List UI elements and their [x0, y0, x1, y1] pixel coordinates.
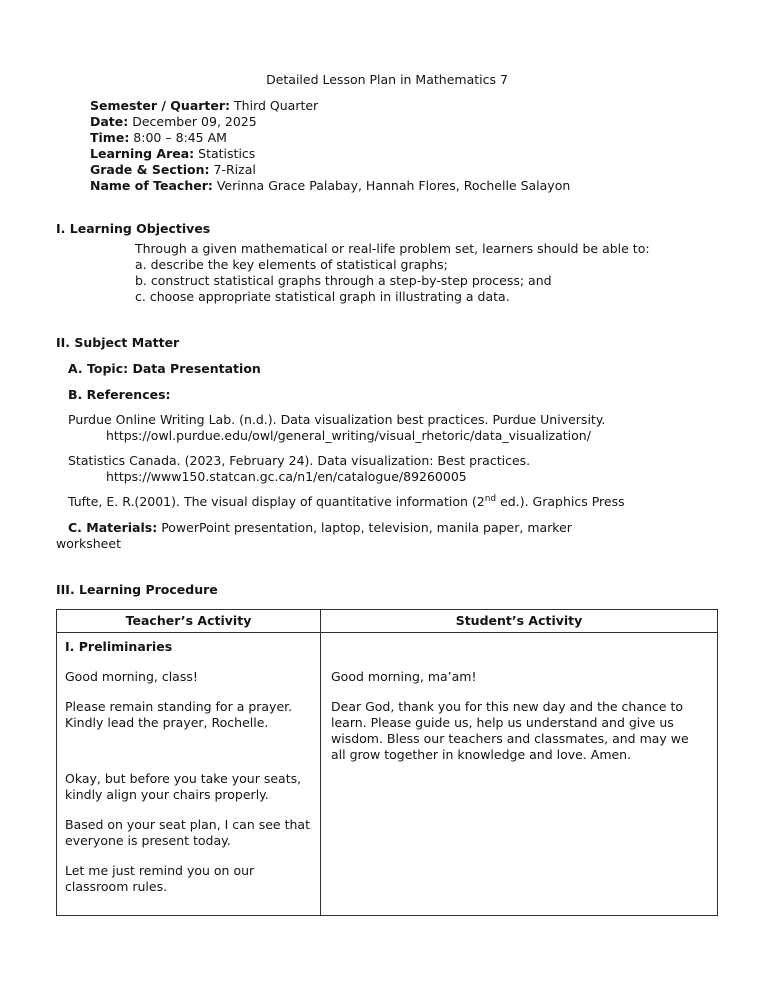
teacher-activity-column	[57, 633, 321, 915]
reference-url: https://www150.statcan.gc.ca/n1/en/catalogue/89260005	[106, 469, 467, 484]
meta-row-semester	[90, 98, 718, 114]
ordinal-superscript: nd	[484, 493, 497, 504]
teacher-paragraph-classroom-rules: Let me just remind you on our classroom rules.	[65, 863, 255, 894]
teacher-paragraph-attendance: Based on your seat plan, I can see that everyone is present today.	[65, 817, 310, 848]
objective-item-a: a. describe the key elements of statistical graphs;	[135, 257, 448, 272]
reference-text: Statistics Canada. (2023, February 24). Data visualization: Best practices.	[68, 453, 531, 468]
objectives-intro: Through a given mathematical or real-life problem set, learners should be able to:	[135, 241, 650, 256]
student-activity-column	[321, 633, 717, 915]
reference-entry-statcan	[68, 453, 718, 485]
procedure-table-header	[57, 610, 717, 633]
materials-label: C. Materials:	[68, 520, 158, 535]
teacher-paragraph-align-chairs: Okay, but before you take your seats, kindly align your chairs properly.	[65, 771, 302, 802]
reference-text: Purdue Online Writing Lab. (n.d.). Data visualization best practices. Purdue University.	[68, 412, 606, 427]
objectives-paragraph	[135, 241, 691, 305]
meta-value: 8:00 – 8:45 AM	[129, 130, 227, 145]
topic-line: A. Topic: Data Presentation	[68, 361, 261, 376]
procedure-table-body	[57, 633, 717, 915]
reference-url: https://owl.purdue.edu/owl/general_writing/visual_rhetoric/data_visualization/	[106, 428, 591, 443]
table-header-student-activity: Student’s Activity	[455, 613, 583, 628]
student-paragraph-greeting: Good morning, ma’am!	[331, 669, 477, 684]
table-header-teacher-activity: Teacher’s Activity	[57, 610, 321, 632]
materials-continuation: worksheet	[56, 536, 121, 551]
student-paragraph-prayer: Dear God, thank you for this new day and the chance to learn. Please guide us, help us understand and give us wisdom. Bless our teachers and classmates, and may we all grow together in knowledge and love. Amen.	[331, 699, 689, 762]
meta-label: Time:	[90, 130, 130, 145]
meta-row-time	[90, 130, 718, 146]
reference-text-pre: Tufte, E. R.(2001). The visual display of quantitative information (2	[68, 494, 485, 509]
meta-label: Name of Teacher:	[90, 178, 213, 193]
document-title: Detailed Lesson Plan in Mathematics 7	[266, 72, 508, 87]
meta-label: Semester / Quarter:	[90, 98, 231, 113]
meta-value: 7-Rizal	[209, 162, 256, 177]
meta-value: Verinna Grace Palabay, Hannah Flores, Rochelle Salayon	[212, 178, 571, 193]
meta-label: Learning Area:	[90, 146, 195, 161]
objective-item-c: c. choose appropriate statistical graph in illustrating a data.	[135, 289, 510, 304]
reference-entry-tufte	[68, 494, 718, 510]
preliminaries-heading: I. Preliminaries	[65, 639, 173, 654]
meta-row-grade-section	[90, 162, 718, 178]
subject-matter-heading: II. Subject Matter	[56, 335, 180, 350]
meta-value: Statistics	[194, 146, 256, 161]
meta-row-learning-area	[90, 146, 718, 162]
meta-row-date	[90, 114, 718, 130]
reference-text-post: ed.). Graphics Press	[496, 494, 625, 509]
spacer	[331, 639, 707, 669]
materials-line	[68, 520, 718, 536]
reference-text	[68, 494, 718, 510]
meta-value: Third Quarter	[230, 98, 319, 113]
teacher-paragraph-prayer-request: Please remain standing for a prayer. Kindly lead the prayer, Rochelle.	[65, 699, 293, 730]
meta-label: Date:	[90, 114, 129, 129]
meta-label: Grade & Section:	[90, 162, 210, 177]
reference-entry-purdue	[68, 412, 718, 444]
lesson-meta-block	[90, 98, 718, 194]
learning-objectives-heading: I. Learning Objectives	[56, 221, 211, 236]
procedure-table	[56, 609, 718, 916]
teacher-paragraph-greeting: Good morning, class!	[65, 669, 198, 684]
learning-procedure-heading: III. Learning Procedure	[56, 582, 218, 597]
meta-value: December 09, 2025	[128, 114, 257, 129]
objective-item-b: b. construct statistical graphs through a step-by-step process; and	[135, 273, 552, 288]
materials-text: PowerPoint presentation, laptop, television, manila paper, marker	[157, 520, 572, 535]
meta-row-teacher-names	[90, 178, 718, 194]
references-heading: B. References:	[68, 387, 171, 402]
